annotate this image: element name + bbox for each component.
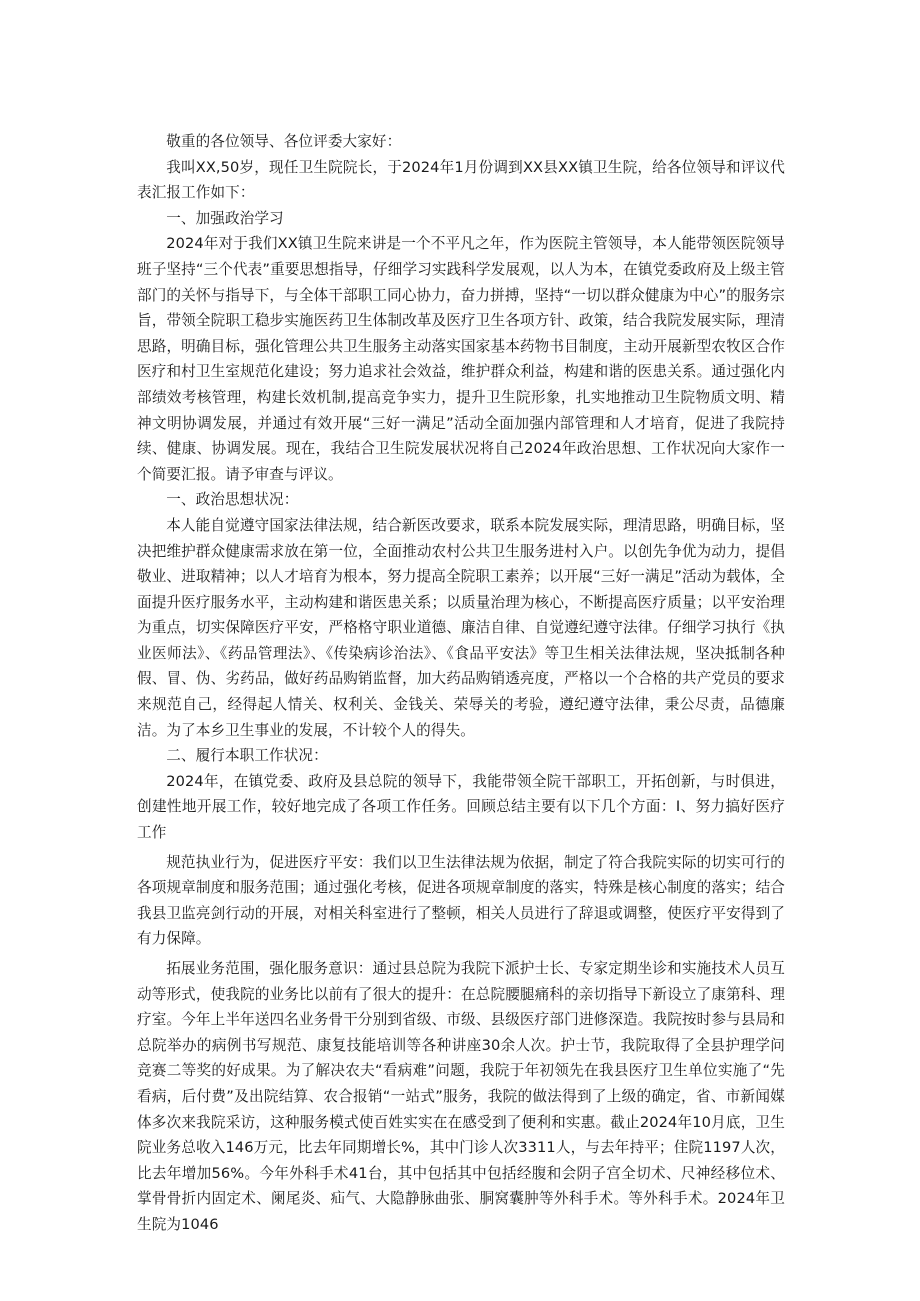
political-study-paragraph: 2024年对于我们XX镇卫生院来讲是一个不平凡之年，作为医院主管领导，本人能带领医院领导班子坚持“三个代表”重要思想指导，仔细学习实践科学发展观，以人为本，在镇党委政府及上级主管部门的关怀与指导下，与全体干部职工同心协力，奋力拼搏，坚持“一切以群众健康为中心”的服务宗旨，带领全院职工稳步实施医药卫生体制改革及医疗卫生各项方针、政策，结合我院发展实际，理清思路，明确目标，强化管理公共卫生服务主动落实国家基本药物书目制度，主动开展新型农牧区合作医疗和村卫生室规范化建设；努力追求社会效益，维护群众利益，构建和谐的医患关系。通过强化内部绩效考核管理，构建长效机制,提高竞争实力，提升卫生院形象，扎实地推动卫生院物质文明、精神文明协调发展，并通过有效开展“三好一满足”活动全面加强内部管理和人才培育，促进了我院持续、健康、协调发展。现在，我结合卫生院发展状况将自己2024年政治思想、工作状况向大家作一个简要汇报。请予审查与评议。 xyxy=(137,235,785,483)
greeting: 敬重的各位领导、各位评委大家好： xyxy=(166,133,402,150)
document-page xyxy=(137,129,785,1238)
duty-performance-paragraph: 2024年，在镇党委、政府及县总院的领导下，我能带领全院干部职工，开拓创新，与时俱进，创建性地开展工作，较好地完成了各项工作任务。回顾总结主要有以下几个方面：I、努力搞好医疗工作 xyxy=(137,772,785,842)
section-heading-political-study: 一、加强政治学习 xyxy=(166,209,284,227)
section-heading-political-thought: 一、政治思想状况： xyxy=(166,491,299,509)
political-thought-paragraph: 本人能自觉遵守国家法律法规，结合新医改要求，联系本院发展实际，理清思路，明确目标，坚决把维护群众健康需求放在第一位，全面推动农村公共卫生服务进村入户。以创先争优为动力，提倡敬业、进取精神；以人才培育为根本，努力提高全院职工素养；以开展“三好一满足”活动为载体，全面提升医疗服务水平，主动构建和谐医患关系；以质量治理为核心，不断提高医疗质量；以平安治理为重点，切实保障医疗平安，严格格守职业道德、廉洁自律、自觉遵纪遵守法律。仔细学习执行《执业医师法》、《药品管理法》、《传染病诊治法》、《食品平安法》等卫生相关法律法规，坚决抵制各种假、冒、伪、劣药品，做好药品购销监督，加大药品购销透亮度，严格以一个合格的共产党员的要求来规范自己，经得起人情关、权利关、金钱关、荣辱关的考验，遵纪遵守法律，秉公尽责，品德廉洁。为了本乡卫生事业的发展，不计较个人的得失。 xyxy=(137,516,785,739)
intro-paragraph: 我叫XX,50岁，现任卫生院院长，于2024年1月份调到XX县XX镇卫生院，给各位领导和评议代表汇报工作如下： xyxy=(137,158,785,202)
business-expansion-paragraph: 拓展业务范围，强化服务意识：通过县总院为我院下派护士长、专家定期坐诊和实施技术人员互动等形式，使我院的业务比以前有了很大的提升：在总院腰腿痛科的亲切指导下新设立了康第科、理疗室。今年上半年送四名业务骨干分别到省级、市级、县级医疗部门进修深造。我院按时参与县局和总院举办的病例书写规范、康复技能培训等各种讲座30余人次。护士节，我院取得了全县护理学问竞赛二等奖的好成果。为了解决农夫“看病难”问题，我院于年初领先在我县医疗卫生单位实施了“先看病，后付费”及出院结算、农合报销“一站式”服务，我院的做法得到了上级的确定，省、市新闻媒体多次来我院采访，这种服务模式使百姓实实在在感受到了便利和实惠。截止2024年10月底，卫生院业务总收入146万元，比去年同期增长%，其中门诊人次3311人，与去年持平；住院1197人次，比去年增加56%。今年外科手术41台，其中包括其中包括经腹和会阴子宫全切术、尺神经移位术、掌骨骨折内固定术、阑尾炎、疝气、大隐静脉曲张、胴窝囊肿等外科手术。等外科手术。2024年卫生院为1046 xyxy=(137,960,785,1233)
section-heading-duty-performance: 二、履行本职工作状况： xyxy=(166,747,328,765)
practice-regulation-paragraph: 规范执业行为，促进医疗平安：我们以卫生法律法规为依据，制定了符合我院实际的切实可行的各项规章制度和服务范围；通过强化考核，促进各项规章制度的落实，特殊是核心制度的落实；结合我县卫监亮剑行动的开展，对相关科室进行了整顿，相关人员进行了辞退或调整，使医疗平安得到了有力保障。 xyxy=(137,853,785,948)
